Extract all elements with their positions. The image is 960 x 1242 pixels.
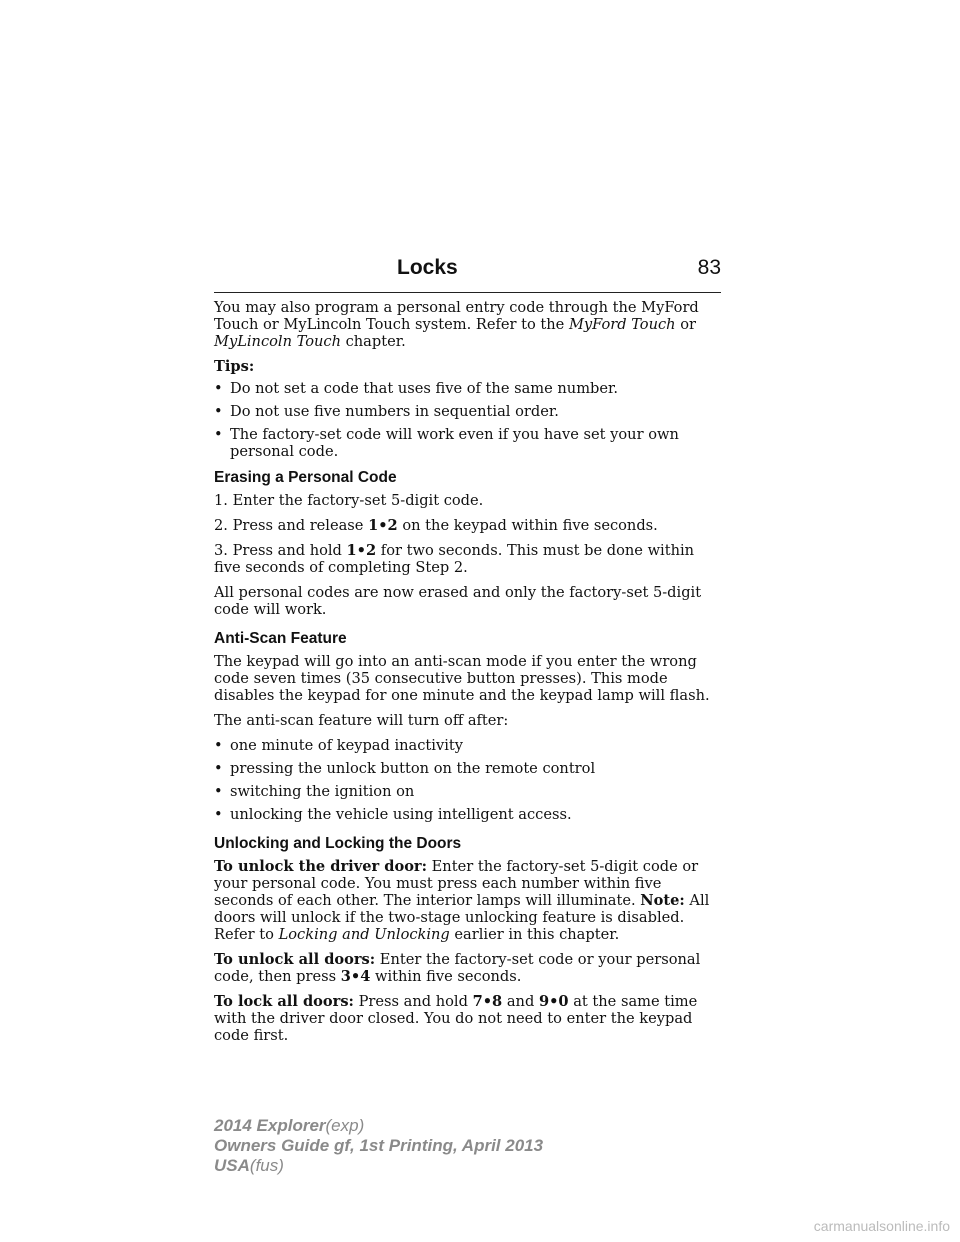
bullet-icon: •	[214, 403, 223, 420]
bullet-icon: •	[214, 426, 223, 443]
erasing-step-1: 1. Enter the factory-set 5-digit code.	[214, 492, 484, 509]
run-in-label: To unlock all doors:	[214, 951, 376, 968]
keypad-key: 1•2	[368, 517, 398, 534]
keypad-key: 9•0	[538, 993, 569, 1010]
list-item: • The factory-set code will work even if you have set your own personal code.	[214, 426, 679, 460]
bullet-icon: •	[214, 760, 223, 777]
keypad-key: 1•2	[346, 542, 377, 559]
bullet-icon: •	[214, 783, 223, 800]
print-footer	[214, 1116, 543, 1176]
erasing-note: All personal codes are now erased and only the factory-set 5-digit code will work.	[214, 584, 702, 618]
section-heading-erasing: Erasing a Personal Code	[214, 469, 397, 486]
bullet-icon: •	[214, 806, 223, 823]
list-item: • one minute of keypad inactivity	[214, 737, 463, 754]
list-item: • pressing the unlock button on the remote control	[214, 760, 596, 777]
tips-label: Tips:	[214, 358, 255, 375]
intro-paragraph: You may also program a personal entry code through the MyFord Touch or MyLincoln Touch system. Refer to the MyFord Touch or MyLincoln Touch chapter.	[214, 299, 699, 350]
page-header	[214, 256, 721, 293]
page-number: 83	[697, 256, 721, 279]
list-item: • Do not set a code that uses five of the same number.	[214, 380, 619, 397]
erasing-step-2: 2. Press and release 1•2 on the keypad within five seconds.	[214, 517, 658, 534]
section-heading-antiscan: Anti-Scan Feature	[214, 630, 347, 647]
footer-line-2: Owners Guide gf, 1st Printing, April 2013	[214, 1136, 544, 1155]
footer-line-1: 2014 Explorer(exp)	[214, 1116, 365, 1135]
list-item: • unlocking the vehicle using intelligent access.	[214, 806, 572, 823]
section-heading-unlocking: Unlocking and Locking the Doors	[214, 835, 462, 852]
bullet-icon: •	[214, 380, 223, 397]
ref-locking-unlocking: Locking and Unlocking	[278, 926, 450, 943]
erasing-step-3: 3. Press and hold 1•2 for two seconds. This must be done within five seconds of completing Step 2.	[214, 542, 695, 576]
keypad-key: 3•4	[340, 968, 371, 985]
page-content	[214, 299, 721, 1052]
run-in-label: To unlock the driver door:	[214, 858, 428, 875]
lock-all-paragraph: To lock all doors: Press and hold 7•8 and 9•0 at the same time with the driver door closed. You do not need to enter the keypad code first.	[214, 993, 698, 1044]
run-in-label: To lock all doors:	[214, 993, 354, 1010]
chapter-title: Locks	[397, 256, 458, 279]
keypad-key: 7•8	[472, 993, 503, 1010]
unlock-all-paragraph: To unlock all doors: Enter the factory-set code or your personal code, then press 3•4 within five seconds.	[214, 951, 701, 985]
unlock-driver-paragraph: To unlock the driver door: Enter the factory-set 5-digit code or your personal code. You must press each number within five seconds of each other. The interior lamps will illuminate. Note: All doors will unlock if the two-stage unlocking feature is disabled. Refer to Locking and Unlocking earlier in this chapter.	[214, 858, 710, 943]
footer-line-3: USA(fus)	[214, 1156, 284, 1175]
antiscan-list	[214, 737, 721, 823]
ref-mylincoln-touch: MyLincoln Touch	[214, 333, 341, 350]
note-label: Note:	[640, 892, 685, 909]
bullet-icon: •	[214, 737, 223, 754]
antiscan-paragraph: The keypad will go into an anti-scan mode if you enter the wrong code seven times (35 consecutive button presses). This mode disables the keypad for one minute and the keypad lamp will flash.	[214, 653, 710, 704]
list-item: • switching the ignition on	[214, 783, 415, 800]
watermark: carmanualsonline.info	[813, 1218, 950, 1234]
list-item: • Do not use five numbers in sequential order.	[214, 403, 559, 420]
ref-myford-touch: MyFord Touch	[568, 316, 676, 333]
antiscan-intro: The anti-scan feature will turn off after:	[214, 712, 509, 729]
tips-list	[214, 380, 721, 460]
